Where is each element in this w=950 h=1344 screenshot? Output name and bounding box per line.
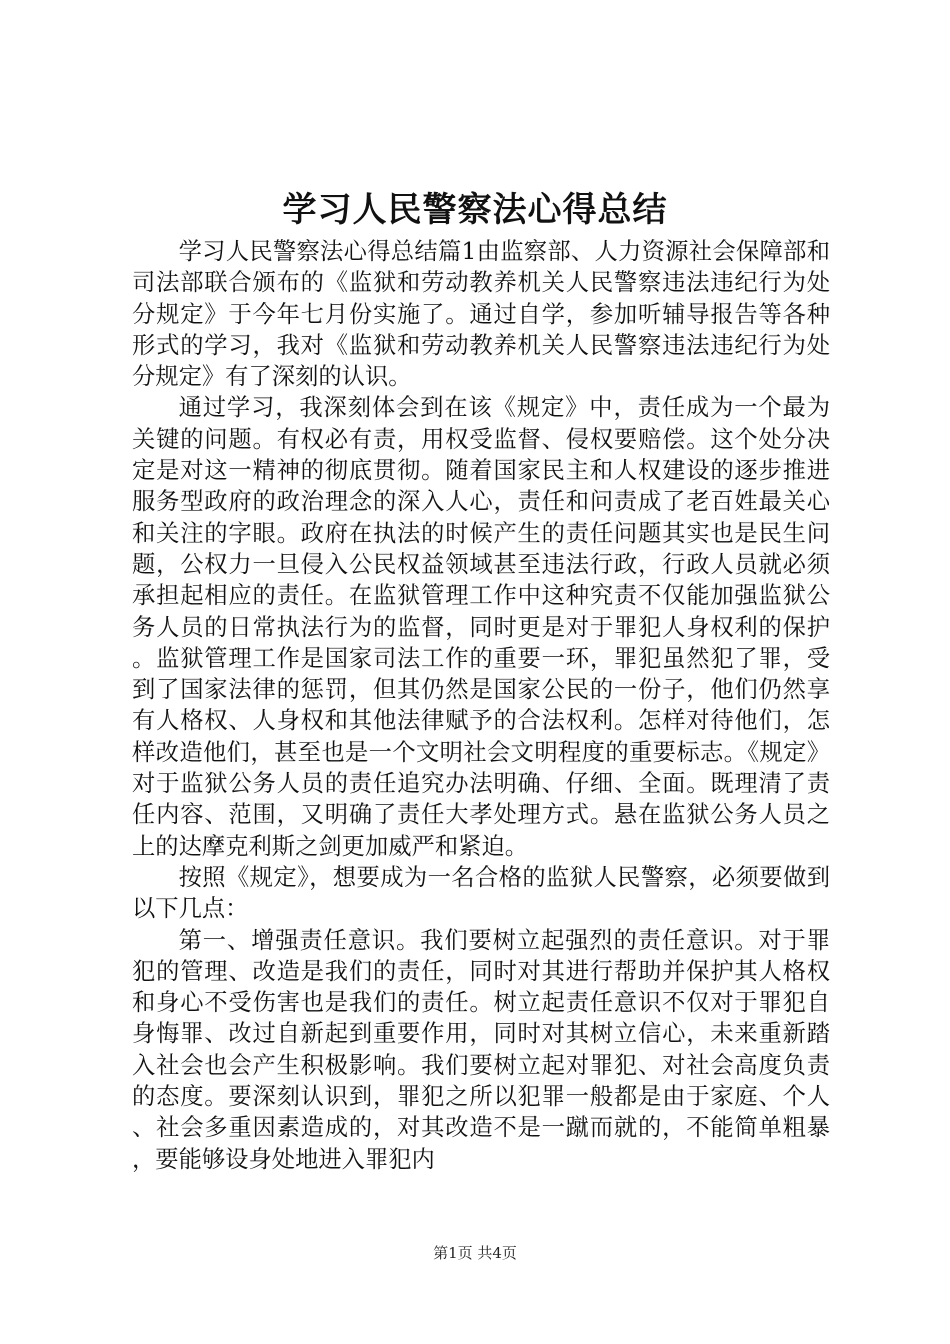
document-title: 学习人民警察法心得总结: [282, 190, 668, 230]
paragraph-responsibility: 通过学习，我深刻体会到在该《规定》中，责任成为一个最为关键的问题。有权必有责，用权受监督、侵权要赔偿。这个处分决定是对这一精神的彻底贯彻。随着国家民主和人权建设的逐步推进服务型政府的政治理念的深入人心，责任和问责成了老百姓最关心和关注的字眼。政府在执法的时候产生的责任问题其实也是民生问题，公权力一旦侵入公民权益领域甚至违法行政，行政人员就必须承担起相应的责任。在监狱管理工作中这种究责不仅能加强监狱公务人员的日常执法行为的监督，同时更是对于罪犯人身权利的保护。监狱管理工作是国家司法工作的重要一环，罪犯虽然犯了罪，受到了国家法律的惩罚，但其仍然是国家公民的一份子，他们仍然享有人格权、人身权和其他法律赋予的合法权利。怎样对待他们，怎样改造他们，甚至也是一个文明社会文明程度的重要标志。《规定》对于监狱公务人员的责任追究办法明确、仔细、全面。既理清了责任内容、范围，又明确了责任大孝处理方式。悬在监狱公务人员之上的达摩克利斯之剑更加威严和紧迫。: [132, 394, 830, 860]
document-body: [132, 236, 830, 1175]
paragraph-intro: 学习人民警察法心得总结篇1由监察部、人力资源社会保障部和司法部联合颁布的《监狱和劳动教养机关人民警察违法违纪行为处分规定》于今年七月份实施了。通过自学，参加听辅导报告等各种形式的学习，我对《监狱和劳动教养机关人民警察违法违纪行为处分规定》有了深刻的认识。: [132, 238, 830, 391]
paragraph-requirements: 按照《规定》，想要成为一名合格的监狱人民警察，必须要做到以下几点：: [132, 863, 830, 923]
page-footer: 第1页 共4页: [433, 1244, 517, 1262]
paragraph-point-one: 第一、增强责任意识。我们要树立起强烈的责任意识。对于罪犯的管理、改造是我们的责任，同时对其进行帮助并保护其人格权和身心不受伤害也是我们的责任。树立起责任意识不仅对于罪犯自身悔罪、改过自新起到重要作用，同时对其树立信心，未来重新踏入社会也会产生积极影响。我们要树立起对罪犯、对社会高度负责的态度。要深刻认识到，罪犯之所以犯罪一般都是由于家庭、个人、社会多重因素造成的，对其改造不是一蹴而就的，不能简单粗暴，要能够设身处地进入罪犯内: [132, 926, 830, 1173]
